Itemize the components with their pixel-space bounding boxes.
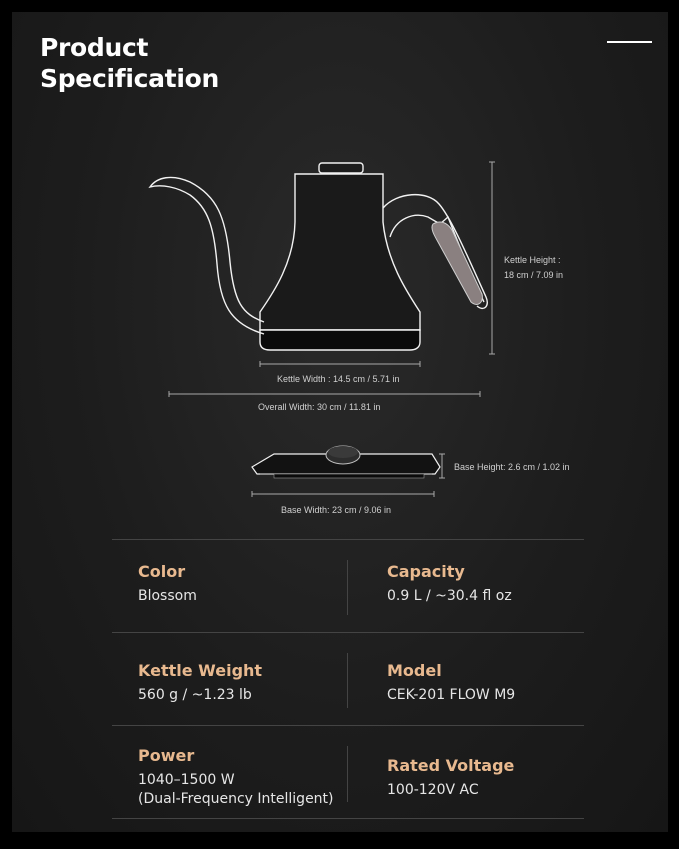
- overall-width-label: Overall Width: 30 cm / 11.81 in: [258, 402, 381, 412]
- title-line-1: Product: [40, 33, 149, 62]
- spec-row-2: [112, 632, 584, 725]
- spec-divider: [347, 653, 348, 708]
- spec-value: CEK-201 FLOW M9: [387, 687, 516, 703]
- spec-cell-power: [138, 746, 334, 809]
- overall-width-dimension-line: [169, 391, 480, 397]
- title-line-2: Specification: [40, 64, 219, 93]
- spec-row-1: [112, 539, 584, 632]
- base-width-label: Base Width: 23 cm / 9.06 in: [281, 505, 392, 515]
- spec-label: Power: [138, 746, 195, 765]
- spec-value: 1040–1500 W: [138, 772, 235, 788]
- spec-cell-capacity: [387, 562, 512, 606]
- base-illustration: [252, 446, 440, 478]
- spec-table: [112, 539, 584, 819]
- kettle-width-label: Kettle Width : 14.5 cm / 5.71 in: [277, 374, 400, 384]
- kettle-height-label-1: Kettle Height :: [504, 255, 561, 265]
- spec-value: Blossom: [138, 588, 197, 604]
- spec-label: Rated Voltage: [387, 756, 515, 775]
- spec-value: 100-120V AC: [387, 782, 479, 798]
- spec-divider: [347, 746, 348, 802]
- spec-cell-kettle-weight: [138, 661, 262, 705]
- spec-value: 560 g / ~1.23 lb: [138, 687, 252, 703]
- spec-value: 0.9 L / ~30.4 fl oz: [387, 588, 512, 604]
- height-dimension-line: [489, 162, 495, 354]
- spec-cell-model: [387, 661, 515, 705]
- kettle-diagram: [12, 12, 668, 532]
- base-width-dimension-line: [252, 491, 434, 497]
- spec-row-3: [112, 725, 584, 819]
- spec-label: Color: [138, 562, 186, 581]
- spec-label: Kettle Weight: [138, 661, 263, 680]
- spec-value-line2: (Dual-Frequency Intelligent): [138, 791, 334, 807]
- spec-divider: [347, 560, 348, 615]
- spec-cell-color: [138, 562, 197, 606]
- kettle-illustration: [150, 163, 487, 350]
- kettle-height-label-2: 18 cm / 7.09 in: [504, 270, 564, 280]
- spec-label: Model: [387, 661, 442, 680]
- spec-cell-rated-voltage: [387, 756, 514, 800]
- spec-panel: [12, 12, 668, 832]
- spec-label: Capacity: [387, 562, 465, 581]
- base-height-label: Base Height: 2.6 cm / 1.02 in: [454, 462, 570, 472]
- kettle-width-dimension-line: [260, 361, 420, 367]
